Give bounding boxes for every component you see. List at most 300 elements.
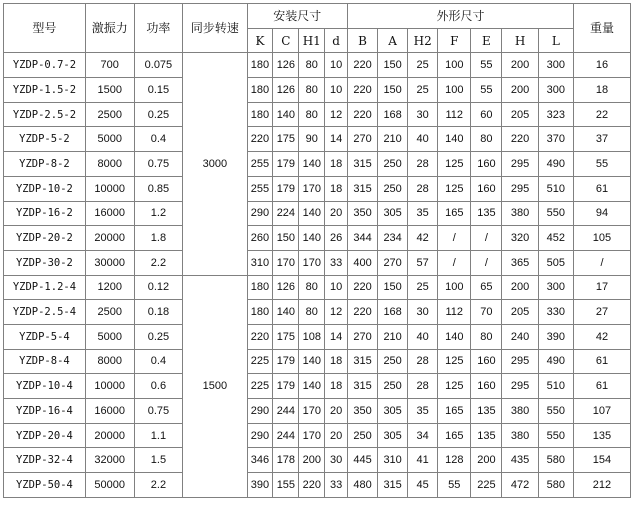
cell-exciting-force: 20000 <box>85 423 134 448</box>
cell-h2: 40 <box>408 324 438 349</box>
cell-power: 2.2 <box>134 473 183 498</box>
cell-a: 305 <box>378 423 408 448</box>
cell-model: YZDP-30-2 <box>4 250 86 275</box>
cell-power: 0.4 <box>134 349 183 374</box>
cell-a: 150 <box>378 53 408 78</box>
cell-d: 20 <box>325 423 348 448</box>
cell-h1: 170 <box>299 399 325 424</box>
cell-weight: 22 <box>573 102 630 127</box>
cell-h1: 140 <box>299 201 325 226</box>
cell-h1: 170 <box>299 250 325 275</box>
cell-c: 179 <box>273 374 299 399</box>
cell-h: 295 <box>502 374 538 399</box>
cell-exciting-force: 8000 <box>85 152 134 177</box>
cell-b: 220 <box>348 78 378 103</box>
cell-exciting-force: 8000 <box>85 349 134 374</box>
cell-sync-speed: 3000 <box>183 53 247 275</box>
cell-a: 210 <box>378 127 408 152</box>
cell-h: 380 <box>502 201 538 226</box>
cell-h: 380 <box>502 423 538 448</box>
subheader-l: L <box>538 28 573 53</box>
table-row <box>4 473 631 498</box>
cell-power: 0.075 <box>134 53 183 78</box>
cell-exciting-force: 1200 <box>85 275 134 300</box>
spec-table <box>3 3 631 498</box>
cell-h2: 42 <box>408 226 438 251</box>
cell-c: 140 <box>273 102 299 127</box>
cell-model: YZDP-2.5-2 <box>4 102 86 127</box>
cell-a: 150 <box>378 78 408 103</box>
cell-k: 260 <box>247 226 273 251</box>
cell-b: 350 <box>348 399 378 424</box>
cell-k: 290 <box>247 423 273 448</box>
cell-k: 220 <box>247 127 273 152</box>
cell-exciting-force: 1500 <box>85 78 134 103</box>
cell-h: 435 <box>502 448 538 473</box>
cell-h1: 140 <box>299 349 325 374</box>
cell-h: 380 <box>502 399 538 424</box>
cell-a: 270 <box>378 250 408 275</box>
cell-model: YZDP-16-2 <box>4 201 86 226</box>
cell-h1: 80 <box>299 102 325 127</box>
cell-k: 180 <box>247 78 273 103</box>
cell-power: 2.2 <box>134 250 183 275</box>
cell-f: 128 <box>438 448 471 473</box>
cell-c: 170 <box>273 250 299 275</box>
cell-model: YZDP-8-2 <box>4 152 86 177</box>
cell-c: 179 <box>273 176 299 201</box>
cell-a: 168 <box>378 300 408 325</box>
cell-c: 126 <box>273 275 299 300</box>
cell-power: 1.1 <box>134 423 183 448</box>
cell-e: 55 <box>471 78 502 103</box>
cell-f: 112 <box>438 300 471 325</box>
cell-power: 0.85 <box>134 176 183 201</box>
cell-d: 10 <box>325 53 348 78</box>
cell-power: 1.2 <box>134 201 183 226</box>
cell-c: 178 <box>273 448 299 473</box>
cell-e: 80 <box>471 324 502 349</box>
cell-model: YZDP-2.5-4 <box>4 300 86 325</box>
cell-d: 30 <box>325 448 348 473</box>
cell-weight: 27 <box>573 300 630 325</box>
cell-e: 70 <box>471 300 502 325</box>
cell-b: 250 <box>348 423 378 448</box>
cell-c: 244 <box>273 399 299 424</box>
cell-weight: 37 <box>573 127 630 152</box>
cell-c: 175 <box>273 127 299 152</box>
cell-l: 580 <box>538 448 573 473</box>
cell-model: YZDP-8-4 <box>4 349 86 374</box>
cell-f: / <box>438 226 471 251</box>
cell-h: 320 <box>502 226 538 251</box>
cell-b: 315 <box>348 349 378 374</box>
cell-exciting-force: 10000 <box>85 176 134 201</box>
cell-a: 250 <box>378 374 408 399</box>
cell-weight: 105 <box>573 226 630 251</box>
cell-h2: 41 <box>408 448 438 473</box>
cell-b: 400 <box>348 250 378 275</box>
cell-l: 300 <box>538 78 573 103</box>
cell-k: 290 <box>247 399 273 424</box>
cell-power: 0.75 <box>134 152 183 177</box>
cell-a: 250 <box>378 349 408 374</box>
cell-e: 80 <box>471 127 502 152</box>
cell-h2: 30 <box>408 102 438 127</box>
cell-exciting-force: 30000 <box>85 250 134 275</box>
cell-model: YZDP-5-4 <box>4 324 86 349</box>
cell-exciting-force: 16000 <box>85 399 134 424</box>
table-row <box>4 275 631 300</box>
cell-k: 346 <box>247 448 273 473</box>
cell-b: 270 <box>348 127 378 152</box>
cell-h1: 170 <box>299 176 325 201</box>
cell-d: 18 <box>325 152 348 177</box>
cell-l: 580 <box>538 473 573 498</box>
header-model: 型号 <box>4 4 86 53</box>
cell-f: / <box>438 250 471 275</box>
table-header <box>4 4 631 53</box>
cell-h2: 28 <box>408 349 438 374</box>
cell-h2: 35 <box>408 399 438 424</box>
cell-f: 125 <box>438 176 471 201</box>
subheader-h: H <box>502 28 538 53</box>
cell-h1: 90 <box>299 127 325 152</box>
cell-k: 180 <box>247 275 273 300</box>
cell-d: 12 <box>325 300 348 325</box>
cell-d: 10 <box>325 275 348 300</box>
cell-k: 220 <box>247 324 273 349</box>
cell-h2: 30 <box>408 300 438 325</box>
cell-power: 0.75 <box>134 399 183 424</box>
cell-exciting-force: 10000 <box>85 374 134 399</box>
cell-c: 244 <box>273 423 299 448</box>
cell-l: 300 <box>538 53 573 78</box>
cell-a: 310 <box>378 448 408 473</box>
cell-b: 480 <box>348 473 378 498</box>
cell-a: 305 <box>378 399 408 424</box>
cell-e: 135 <box>471 399 502 424</box>
cell-model: YZDP-10-2 <box>4 176 86 201</box>
cell-model: YZDP-20-4 <box>4 423 86 448</box>
table-row <box>4 53 631 78</box>
cell-b: 445 <box>348 448 378 473</box>
cell-power: 0.12 <box>134 275 183 300</box>
cell-weight: 154 <box>573 448 630 473</box>
cell-f: 100 <box>438 275 471 300</box>
cell-c: 140 <box>273 300 299 325</box>
cell-h2: 40 <box>408 127 438 152</box>
subheader-h1: H1 <box>299 28 325 53</box>
cell-c: 126 <box>273 53 299 78</box>
cell-k: 390 <box>247 473 273 498</box>
cell-c: 155 <box>273 473 299 498</box>
table-row <box>4 152 631 177</box>
cell-d: 10 <box>325 78 348 103</box>
cell-d: 18 <box>325 349 348 374</box>
cell-model: YZDP-20-2 <box>4 226 86 251</box>
cell-e: 160 <box>471 176 502 201</box>
table-row <box>4 399 631 424</box>
cell-e: 135 <box>471 201 502 226</box>
cell-h1: 108 <box>299 324 325 349</box>
cell-e: 55 <box>471 53 502 78</box>
cell-b: 315 <box>348 374 378 399</box>
cell-a: 305 <box>378 201 408 226</box>
cell-b: 344 <box>348 226 378 251</box>
cell-h1: 170 <box>299 423 325 448</box>
cell-d: 14 <box>325 324 348 349</box>
cell-k: 180 <box>247 53 273 78</box>
cell-power: 1.8 <box>134 226 183 251</box>
cell-weight: 18 <box>573 78 630 103</box>
cell-weight: 61 <box>573 176 630 201</box>
cell-exciting-force: 5000 <box>85 324 134 349</box>
header-exciting-force: 激振力 <box>85 4 134 53</box>
cell-f: 140 <box>438 127 471 152</box>
cell-h2: 28 <box>408 152 438 177</box>
cell-h1: 140 <box>299 152 325 177</box>
cell-d: 26 <box>325 226 348 251</box>
cell-d: 18 <box>325 374 348 399</box>
cell-h: 240 <box>502 324 538 349</box>
cell-weight: 94 <box>573 201 630 226</box>
cell-exciting-force: 2500 <box>85 300 134 325</box>
cell-h2: 28 <box>408 374 438 399</box>
cell-model: YZDP-32-4 <box>4 448 86 473</box>
cell-b: 315 <box>348 152 378 177</box>
subheader-e: E <box>471 28 502 53</box>
cell-model: YZDP-10-4 <box>4 374 86 399</box>
cell-e: / <box>471 226 502 251</box>
table-row <box>4 423 631 448</box>
cell-e: 60 <box>471 102 502 127</box>
cell-exciting-force: 2500 <box>85 102 134 127</box>
cell-weight: 42 <box>573 324 630 349</box>
cell-model: YZDP-50-4 <box>4 473 86 498</box>
cell-weight: 55 <box>573 152 630 177</box>
cell-power: 1.5 <box>134 448 183 473</box>
cell-f: 165 <box>438 423 471 448</box>
cell-h: 295 <box>502 176 538 201</box>
cell-power: 0.4 <box>134 127 183 152</box>
cell-d: 12 <box>325 102 348 127</box>
cell-weight: 61 <box>573 349 630 374</box>
subheader-c: C <box>273 28 299 53</box>
cell-e: 160 <box>471 152 502 177</box>
cell-c: 126 <box>273 78 299 103</box>
cell-h: 205 <box>502 102 538 127</box>
cell-e: 65 <box>471 275 502 300</box>
cell-b: 315 <box>348 176 378 201</box>
table-row <box>4 250 631 275</box>
cell-model: YZDP-1.5-2 <box>4 78 86 103</box>
cell-k: 225 <box>247 374 273 399</box>
cell-d: 20 <box>325 201 348 226</box>
cell-l: 300 <box>538 275 573 300</box>
cell-exciting-force: 700 <box>85 53 134 78</box>
cell-h1: 200 <box>299 448 325 473</box>
cell-f: 112 <box>438 102 471 127</box>
cell-exciting-force: 16000 <box>85 201 134 226</box>
cell-e: 160 <box>471 349 502 374</box>
cell-h1: 80 <box>299 300 325 325</box>
cell-h2: 25 <box>408 53 438 78</box>
cell-l: 510 <box>538 176 573 201</box>
subheader-f: F <box>438 28 471 53</box>
cell-c: 179 <box>273 349 299 374</box>
cell-e: 225 <box>471 473 502 498</box>
cell-c: 224 <box>273 201 299 226</box>
cell-h2: 35 <box>408 201 438 226</box>
cell-h1: 140 <box>299 374 325 399</box>
cell-f: 125 <box>438 152 471 177</box>
cell-h2: 25 <box>408 78 438 103</box>
cell-b: 220 <box>348 300 378 325</box>
cell-l: 370 <box>538 127 573 152</box>
cell-b: 270 <box>348 324 378 349</box>
cell-exciting-force: 5000 <box>85 127 134 152</box>
cell-power: 0.25 <box>134 324 183 349</box>
cell-b: 220 <box>348 53 378 78</box>
cell-a: 150 <box>378 275 408 300</box>
cell-a: 250 <box>378 176 408 201</box>
table-row <box>4 300 631 325</box>
cell-a: 234 <box>378 226 408 251</box>
cell-h2: 25 <box>408 275 438 300</box>
cell-h: 220 <box>502 127 538 152</box>
table-row <box>4 374 631 399</box>
cell-k: 180 <box>247 300 273 325</box>
cell-power: 0.15 <box>134 78 183 103</box>
subheader-b: B <box>348 28 378 53</box>
cell-exciting-force: 50000 <box>85 473 134 498</box>
cell-h2: 28 <box>408 176 438 201</box>
cell-exciting-force: 32000 <box>85 448 134 473</box>
cell-d: 14 <box>325 127 348 152</box>
cell-d: 33 <box>325 473 348 498</box>
cell-f: 125 <box>438 374 471 399</box>
cell-h: 205 <box>502 300 538 325</box>
cell-l: 505 <box>538 250 573 275</box>
cell-d: 20 <box>325 399 348 424</box>
cell-h1: 220 <box>299 473 325 498</box>
cell-c: 175 <box>273 324 299 349</box>
cell-a: 315 <box>378 473 408 498</box>
cell-l: 490 <box>538 152 573 177</box>
cell-f: 165 <box>438 399 471 424</box>
cell-power: 0.18 <box>134 300 183 325</box>
cell-l: 510 <box>538 374 573 399</box>
table-row <box>4 78 631 103</box>
cell-k: 255 <box>247 152 273 177</box>
header-install-dimensions: 安装尺寸 <box>247 4 348 29</box>
cell-b: 220 <box>348 275 378 300</box>
cell-b: 350 <box>348 201 378 226</box>
cell-weight: 107 <box>573 399 630 424</box>
cell-a: 168 <box>378 102 408 127</box>
cell-l: 550 <box>538 423 573 448</box>
subheader-a: A <box>378 28 408 53</box>
cell-l: 550 <box>538 399 573 424</box>
cell-h: 200 <box>502 78 538 103</box>
subheader-h2: H2 <box>408 28 438 53</box>
cell-f: 140 <box>438 324 471 349</box>
cell-e: / <box>471 250 502 275</box>
header-outline-dimensions: 外形尺寸 <box>348 4 574 29</box>
cell-l: 323 <box>538 102 573 127</box>
cell-model: YZDP-16-4 <box>4 399 86 424</box>
table-row <box>4 176 631 201</box>
cell-h1: 80 <box>299 78 325 103</box>
cell-h: 200 <box>502 53 538 78</box>
cell-h: 295 <box>502 349 538 374</box>
cell-e: 135 <box>471 423 502 448</box>
cell-power: 0.25 <box>134 102 183 127</box>
table-body <box>4 53 631 497</box>
cell-h: 365 <box>502 250 538 275</box>
header-weight: 重量 <box>573 4 630 53</box>
cell-h: 295 <box>502 152 538 177</box>
cell-weight: 135 <box>573 423 630 448</box>
cell-model: YZDP-1.2-4 <box>4 275 86 300</box>
cell-l: 390 <box>538 324 573 349</box>
header-power: 功率 <box>134 4 183 53</box>
cell-h2: 34 <box>408 423 438 448</box>
cell-weight: 16 <box>573 53 630 78</box>
table-row <box>4 448 631 473</box>
table-row <box>4 102 631 127</box>
cell-k: 225 <box>247 349 273 374</box>
cell-k: 310 <box>247 250 273 275</box>
cell-f: 100 <box>438 78 471 103</box>
subheader-d: d <box>325 28 348 53</box>
cell-b: 220 <box>348 102 378 127</box>
cell-a: 210 <box>378 324 408 349</box>
cell-h: 200 <box>502 275 538 300</box>
cell-weight: / <box>573 250 630 275</box>
table-row <box>4 127 631 152</box>
table-row <box>4 226 631 251</box>
cell-f: 100 <box>438 53 471 78</box>
cell-sync-speed: 1500 <box>183 275 247 497</box>
cell-e: 200 <box>471 448 502 473</box>
table-row <box>4 324 631 349</box>
cell-h1: 80 <box>299 53 325 78</box>
cell-h1: 140 <box>299 226 325 251</box>
table-row <box>4 349 631 374</box>
cell-k: 290 <box>247 201 273 226</box>
cell-h2: 45 <box>408 473 438 498</box>
cell-power: 0.6 <box>134 374 183 399</box>
cell-f: 55 <box>438 473 471 498</box>
subheader-k: K <box>247 28 273 53</box>
header-sync-speed: 同步转速 <box>183 4 247 53</box>
cell-l: 330 <box>538 300 573 325</box>
cell-h1: 80 <box>299 275 325 300</box>
cell-model: YZDP-5-2 <box>4 127 86 152</box>
table-row <box>4 201 631 226</box>
cell-a: 250 <box>378 152 408 177</box>
cell-weight: 61 <box>573 374 630 399</box>
cell-l: 490 <box>538 349 573 374</box>
cell-h2: 57 <box>408 250 438 275</box>
cell-weight: 212 <box>573 473 630 498</box>
cell-d: 18 <box>325 176 348 201</box>
cell-e: 160 <box>471 374 502 399</box>
cell-l: 550 <box>538 201 573 226</box>
cell-d: 33 <box>325 250 348 275</box>
